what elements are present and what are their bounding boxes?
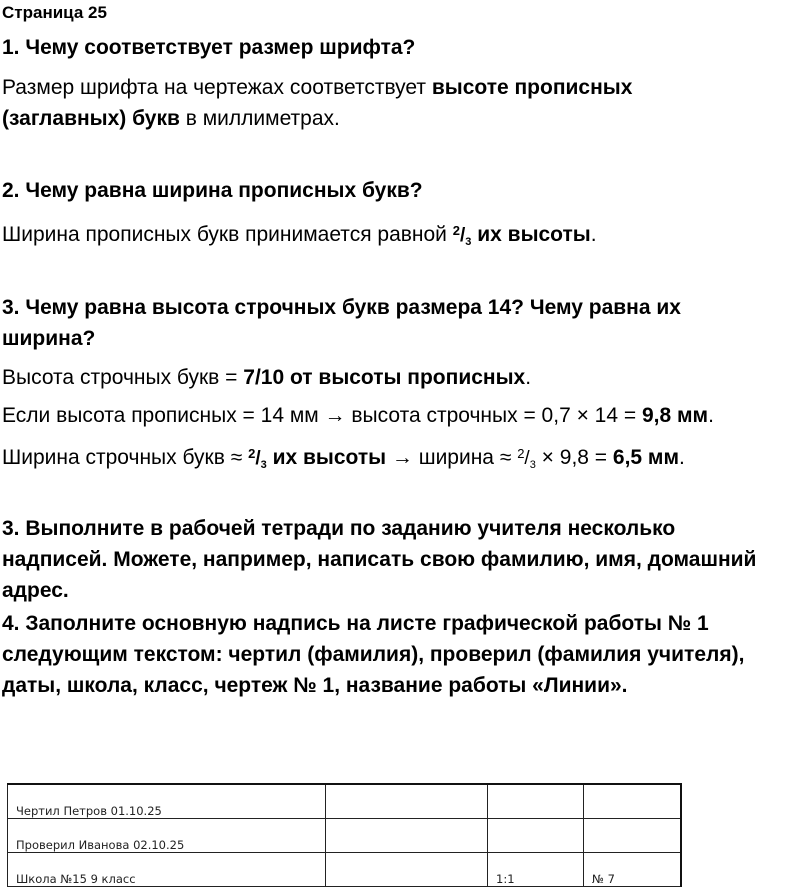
- empty-cell: [584, 819, 681, 853]
- answer-1-bold: высоте прописных (заглавных) букв: [2, 76, 633, 130]
- fraction-numerator: 2: [452, 223, 460, 238]
- fraction-2-denominator: 3: [529, 459, 536, 471]
- answer-3-line-3-bold: их высоты: [266, 446, 387, 469]
- empty-cell: [326, 784, 488, 819]
- answer-3-line-2-tail: .: [708, 404, 714, 427]
- fraction: $^2/_3$: [452, 223, 472, 248]
- answer-3-line-2-bold: 9,8 мм: [641, 404, 709, 427]
- fraction: $^2/_3$: [248, 446, 267, 471]
- empty-cell: [488, 819, 584, 853]
- answer-3-line-1-tail: .: [525, 366, 532, 389]
- answer-3-line-3-mid: → ширина ≈: [386, 446, 518, 469]
- question-5: 4. Заполните основную надпись на листе графической работы № 1 следующим текстом: чертил (фамилия), проверил (фамилия учителя), даты, школа, класс, чертеж № 1, название работы «Линии».: [2, 612, 745, 697]
- answer-3-line-3: [2, 438, 800, 481]
- fraction-denominator: 3: [260, 459, 267, 471]
- answer-2-tail: .: [590, 223, 597, 246]
- answer-3-line-1: [2, 362, 800, 393]
- drawn-by-cell: Чертил Петров 01.10.25: [8, 784, 326, 819]
- empty-cell: [488, 784, 584, 819]
- title-block: [7, 783, 682, 887]
- answer-3-line-1-text: Высота строчных букв =: [2, 366, 244, 389]
- answer-3-line-3-tail: .: [679, 446, 685, 469]
- page-label: Страница 25: [2, 3, 107, 22]
- answer-3-line-3-bold-2: 6,5 мм: [612, 446, 679, 469]
- question-1: 1. Чему соответствует размер шрифта?: [2, 36, 416, 59]
- answer-2-bold: их высоты: [471, 223, 591, 246]
- checked-by-cell: Проверил Иванова 02.10.25: [8, 819, 326, 853]
- answer-3-line-2-text: Если высота прописных = 14 мм → высота строчных = 0,7 × 14 =: [2, 404, 642, 427]
- answer-1-text: Размер шрифта на чертежах соответствует: [2, 76, 432, 99]
- number-cell: № 7: [584, 853, 681, 887]
- answer-3-line-3-text: Ширина строчных букв ≈: [2, 446, 249, 469]
- answer-2: [2, 215, 800, 258]
- title-block-row: [8, 819, 681, 853]
- scale-cell: 1:1: [488, 853, 584, 887]
- title-block-row: [8, 853, 681, 887]
- school-cell: Школа №15 9 класс: [8, 853, 326, 887]
- question-4: 3. Выполните в рабочей тетради по заданию учителя несколько надписей. Можете, например, написать свою фамилию, имя, домашний адрес.: [2, 517, 757, 602]
- answer-1: [2, 72, 742, 134]
- answer-3-line-2: [2, 400, 800, 431]
- fraction-numerator: 2: [248, 446, 256, 461]
- answer-3-line-3-mid-2: × 9,8 =: [535, 446, 613, 469]
- empty-cell: [326, 853, 488, 887]
- fraction-2: $^2/_3$: [517, 446, 536, 471]
- empty-cell: [584, 784, 681, 819]
- fraction-denominator: 3: [465, 236, 472, 248]
- question-2: 2. Чему равна ширина прописных букв?: [2, 179, 423, 202]
- empty-cell: [326, 819, 488, 853]
- question-3: 3. Чему равна высота строчных букв размера 14? Чему равна их ширина?: [2, 296, 681, 350]
- fraction-2-numerator: 2: [517, 446, 525, 461]
- title-block-row: [8, 784, 681, 819]
- answer-1-tail: в миллиметрах.: [179, 107, 340, 130]
- answer-2-text: Ширина прописных букв принимается равной: [2, 223, 453, 246]
- answer-3-line-1-bold: 7/10 от высоты прописных: [243, 366, 526, 389]
